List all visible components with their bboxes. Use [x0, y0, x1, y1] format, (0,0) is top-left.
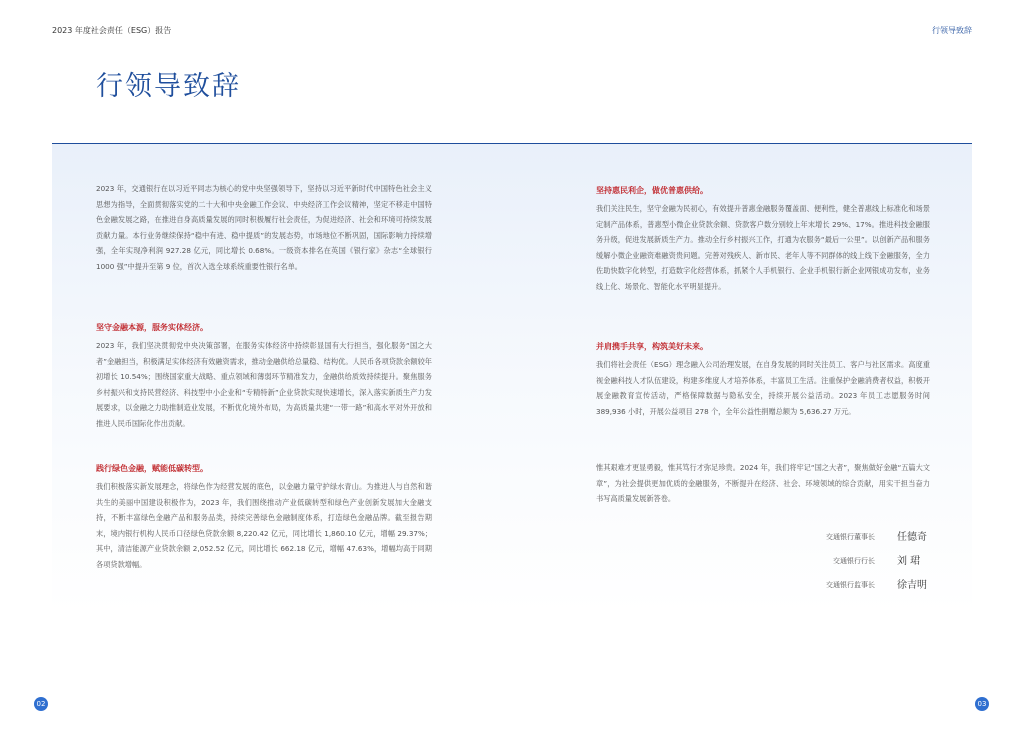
page-number-left: 02 — [34, 697, 48, 711]
closing-paragraph: 惟其艰难才更显勇毅，惟其笃行才弥足珍贵。2024 年，我们将牢记“国之大者”，聚焦做好金融“五篇大文章”，为社会提供更加优质的金融服务，不断提升在经济、社会、环境领域的综合贡献，用实干担当奋力书写高质量发展新答卷。 — [596, 463, 930, 504]
signature-role: 交通银行行长 — [833, 557, 875, 565]
report-title: 2023 年度社会责任（ESG）报告 — [52, 26, 172, 35]
section-title-serve-economy: 坚守金融本源，服务实体经济。 — [96, 323, 208, 332]
signature-president — [790, 552, 940, 572]
section-name: 行领导致辞 — [932, 26, 972, 35]
page-number-right: 03 — [975, 697, 989, 711]
section-body-inclusive-finance: 我们关注民生，坚守金融为民初心，有效提升普惠金融服务覆盖面、便利性，健全普惠线上标准化和场景定制产品体系，普惠型小微企业贷款余额、贷款客户数分别较上年末增长 29%、17%。推进科技金融服务升级，促进发展新质生产力。推动全行乡村振兴工作，打通为农服务“最后一公里”。以创新产品和服务缓解小微企业融资难融资贵问题。完善对残疾人、新市民、老年人等不同群体的线上线下金融服务，全力佐助快数字化转型，打造数字化经营体系，抓紧个人手机银行、企业手机银行新企业网银成功发布，业务线上化、场景化、智能化水平明显提升。 — [596, 204, 930, 291]
intro-paragraph: 2023 年，交通银行在以习近平同志为核心的党中央坚强领导下，坚持以习近平新时代中国特色社会主义思想为指导，全面贯彻落实党的二十大和中央金融工作会议、中央经济工作会议精神，坚定不移走中国特色金融发展之路，在推进自身高质量发展的同时积极履行社会责任，为促进经济、社会和环境可持续发展贡献力量。本行业务继续保持“稳中有进、稳中提质”的发展态势，市场地位不断巩固，国际影响力持续增强，全年实现净利润 927.28 亿元，同比增长 0.68%。一级资本排名在英国《银行家》杂志“全球银行 1000 强”中提升至第 9 位，首次入选全球系统重要性银行名单。 — [96, 184, 432, 271]
signature-role: 交通银行监事长 — [826, 581, 875, 589]
signature-supervisor — [790, 576, 940, 596]
section-title-shared-future: 并肩携手共享，构筑美好未来。 — [596, 342, 708, 351]
signature-name: 任德奇 — [897, 532, 927, 543]
signature-name: 刘 珺 — [897, 556, 921, 567]
signature-role: 交通银行董事长 — [826, 533, 875, 541]
section-body-serve-economy: 2023 年，我们坚决贯彻党中央决策部署，在服务实体经济中持续彰显国有大行担当，强化服务“国之大者”金融担当，积极满足实体经济有效融资需求，推动金融供给总量稳、结构优。人民币各项贷款余额较年初增长 10.54%；围绕国家重大战略、重点领域和薄弱环节精准发力，金融供给质效持续提升。聚焦服务乡村振兴和支持民营经济、科技型中小企业和“专精特新”企业贷款实现快速增长，深入落实新质生产力发展要求，以金融之力助推制造业发展，不断优化境外布局，为高质量共建“一带一路”和高水平对外开放和推进人民币国际化作出贡献。 — [96, 341, 432, 428]
section-title-green-finance: 践行绿色金融，赋能低碳转型。 — [96, 464, 208, 473]
section-body-green-finance: 我们积极落实新发展理念，将绿色作为经营发展的底色，以金融力量守护绿水青山。为推进人与自然和谐共生的美丽中国建设积极作为，2023 年，我们围绕推动产业低碳转型和绿色产业创新发展加大金融支持，不断丰富绿色金融产品和服务品类，持续完善绿色金融制度体系，打造绿色金融品牌。截至报告期末，境内银行机构人民币口径绿色贷款余额 8,220.42 亿元，同比增长 1,860.10 亿元，增幅 29.37%；其中，清洁能源产业贷款余额 2,052.52 亿元，同比增长 662.18 亿元，增幅 47.63%，增幅均高于同期各项贷款增幅。 — [96, 482, 432, 569]
section-body-shared-future: 我们将社会责任（ESG）理念融入公司治理发展，在自身发展的同时关注员工、客户与社区需求。高度重视金融科技人才队伍建设，构建多维度人才培养体系，丰富员工生活。注重保护金融消费者权益，积极开展金融教育宣传活动，严格保障数据与隐私安全，持续开展公益活动。2023 年员工志愿服务时间 389,936 小时，开展公益项目 278 个，全年公益性捐赠总额为 5,636.27 万元。 — [596, 360, 930, 416]
page-title: 行领导致辞 — [96, 71, 241, 102]
signature-chairman — [790, 528, 940, 548]
section-title-inclusive-finance: 坚持惠民利企，做优普惠供给。 — [596, 186, 708, 195]
signature-name: 徐吉明 — [897, 580, 927, 591]
